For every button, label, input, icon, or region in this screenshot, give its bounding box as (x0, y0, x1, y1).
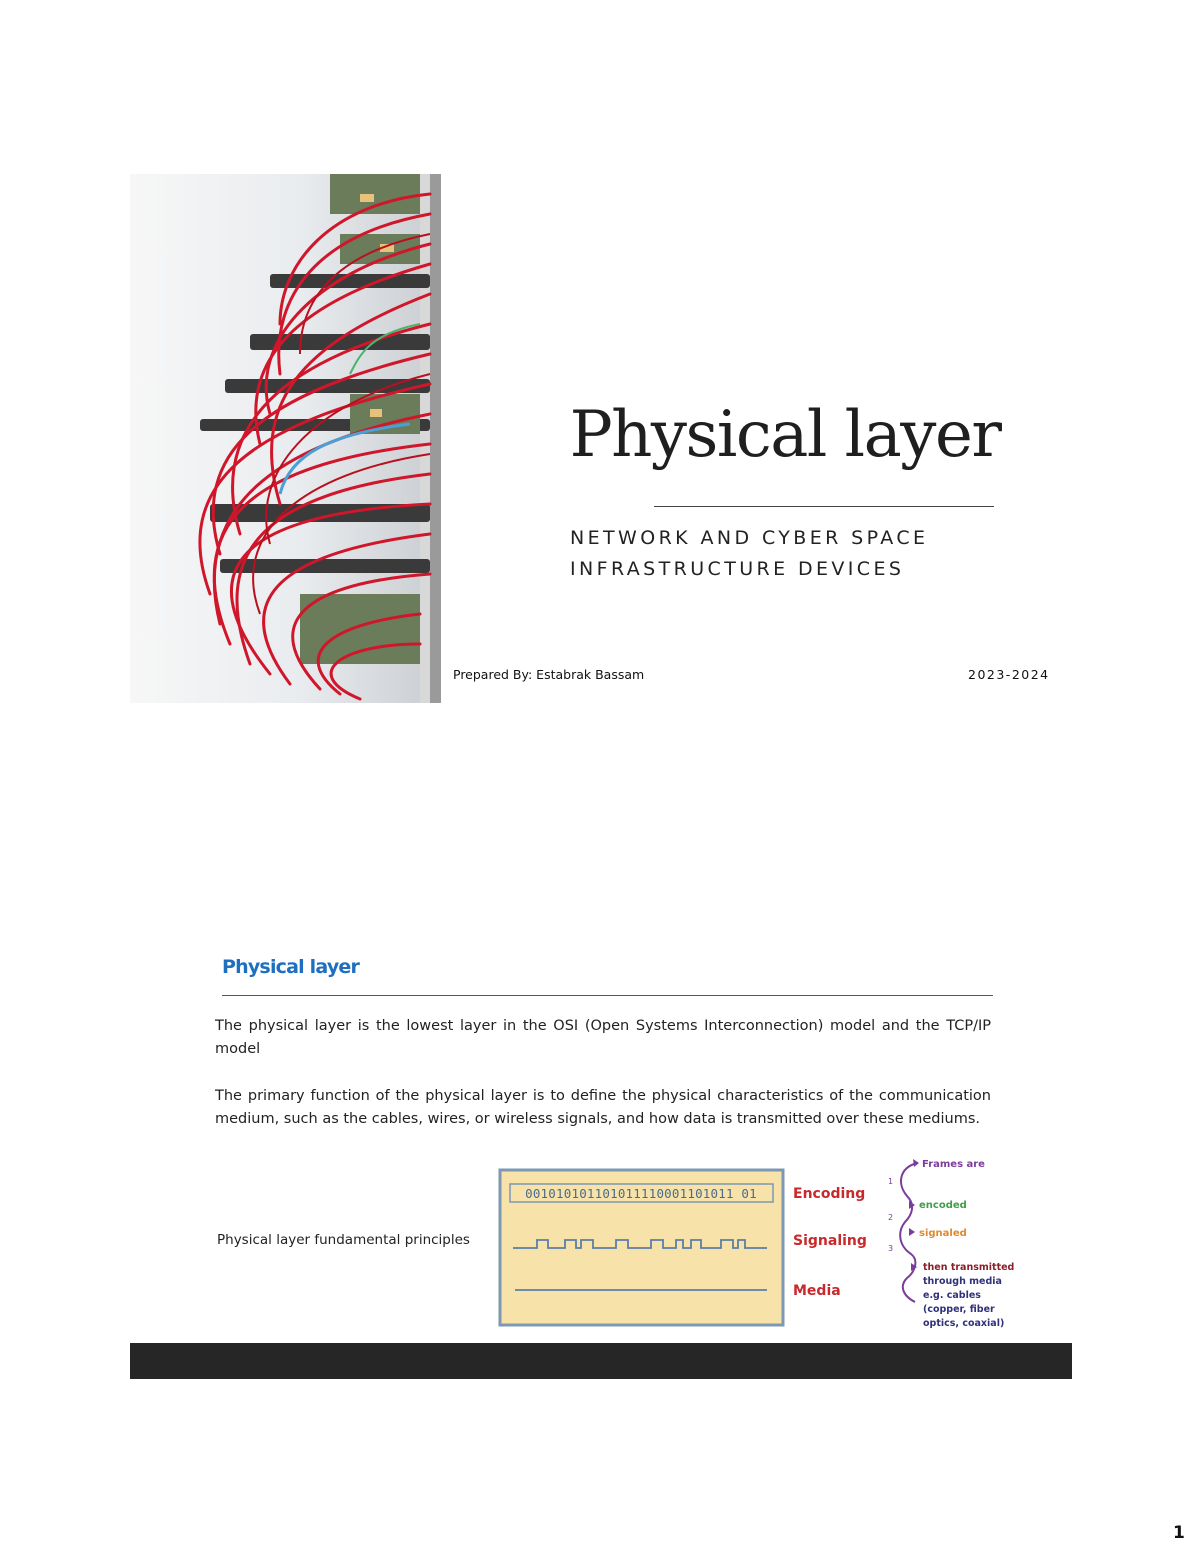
step-intro: Frames are (922, 1159, 985, 1170)
title-divider (654, 506, 994, 507)
signaling-label: Signaling (793, 1233, 867, 1249)
step-encoded: encoded (919, 1200, 967, 1211)
figure-caption: Physical layer fundamental principles (217, 1232, 470, 1248)
section-heading: Physical layer (222, 956, 360, 978)
encoding-label: Encoding (793, 1186, 866, 1202)
step-number-2: 2 (888, 1213, 894, 1222)
academic-year: 2023-2024 (968, 667, 1050, 682)
step-number-3: 3 (888, 1244, 894, 1253)
subtitle-line-2: INFRASTRUCTURE DEVICES (570, 558, 905, 580)
step-signaled: signaled (919, 1228, 967, 1239)
physical-layer-diagram (495, 1150, 1015, 1335)
cover-subtitle (570, 523, 928, 585)
arrowhead-3 (909, 1228, 915, 1236)
step-transmitted-5: optics, coaxial) (923, 1318, 1005, 1329)
step-transmitted-2: through media (923, 1276, 1002, 1287)
step-transmitted-1: then transmitted (923, 1262, 1015, 1273)
step-transmitted-3: e.g. cables (923, 1290, 981, 1301)
paragraph-osi: The physical layer is the lowest layer in the OSI (Open Systems Interconnection) model and the TCP/IP model (215, 1018, 991, 1057)
step-number-1: 1 (888, 1177, 894, 1186)
subtitle-line-1: NETWORK AND CYBER SPACE (570, 527, 929, 549)
arrowhead-1 (913, 1159, 919, 1167)
step-transmitted-4: (copper, fiber (923, 1304, 995, 1315)
cover-title: Physical layer (569, 398, 1001, 472)
prepared-by: Prepared By: Estabrak Bassam (453, 667, 645, 682)
cover-photo (130, 174, 441, 703)
paragraph-function: The primary function of the physical layer is to define the physical characteristics of the communication medium, such as the cables, wires, or wireless signals, and how data is transmitted over these mediums. (215, 1088, 991, 1127)
footer-bar (130, 1343, 1072, 1379)
section-divider (222, 995, 993, 996)
step-arrow (900, 1163, 917, 1302)
bit-string: 001010101101011110001101011 01 (525, 1186, 757, 1201)
media-label: Media (793, 1283, 841, 1299)
network-cables-image (130, 174, 441, 703)
page-number: 1 (1173, 1523, 1185, 1543)
